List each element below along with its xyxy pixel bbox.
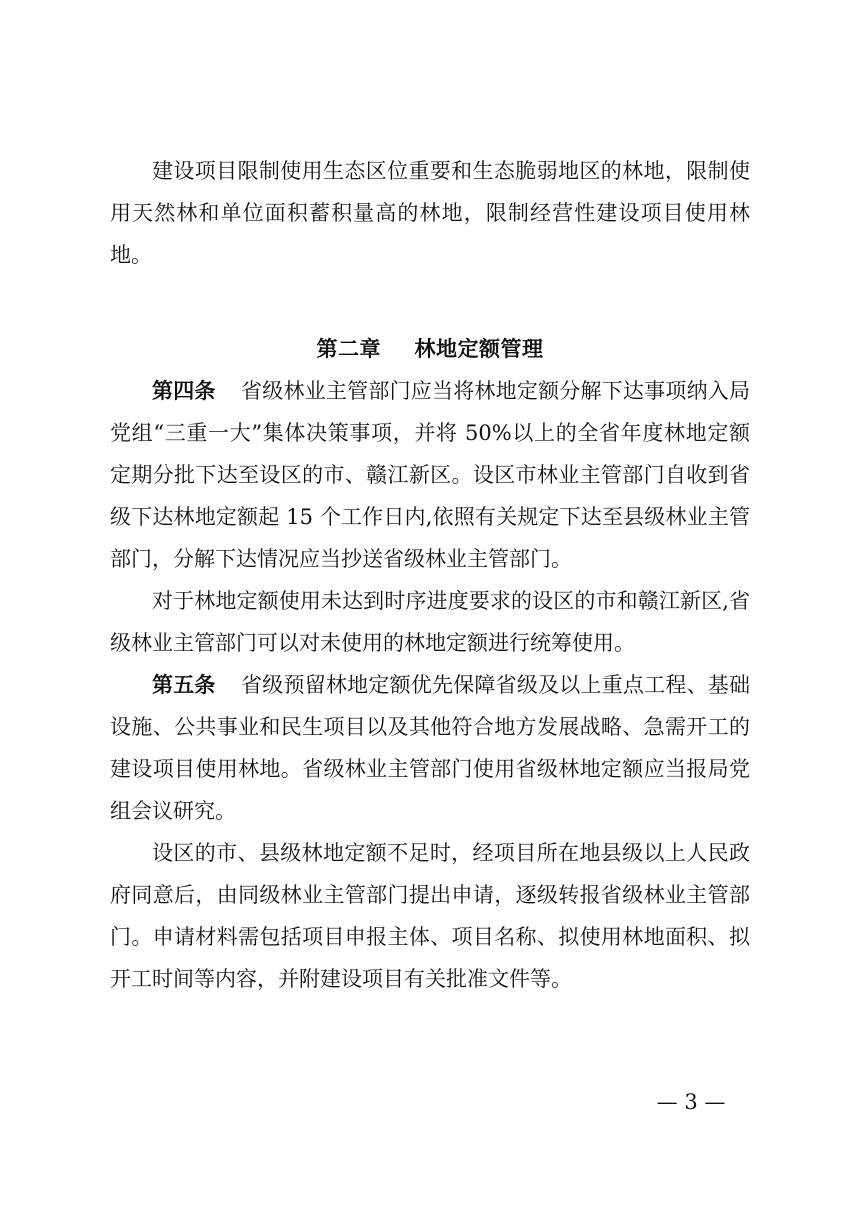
intro-paragraph: 建设项目限制使用生态区位重要和生态脆弱地区的林地，限制使用天然林和单位面积蓄积量高的林地，限制经营性建设项目使用林地。 xyxy=(110,159,750,267)
page-number: — 3 — xyxy=(656,1090,726,1114)
document-page xyxy=(110,150,750,1000)
article-five-label: 第五条 xyxy=(152,672,216,697)
article-four-text: 省级林业主管部门应当将林地定额分解下达事项纳入局党组“三重一大”集体决策事项，并将 50%以上的全省年度林地定额定期分批下达至设区的市、赣江新区。设区市林业主管部门自收到省级下达林地定额起 15 个工作日内,依照有关规定下达至县级林业主管部门，分解下达情况应当抄送省级林业主管部门。 xyxy=(110,379,751,571)
article-four-paragraph xyxy=(110,370,750,580)
article-five-paragraph xyxy=(110,664,750,832)
article-four-label: 第四条 xyxy=(152,378,216,403)
chapter-number: 第二章 xyxy=(316,336,381,361)
article-five-supplement-paragraph: 设区的市、县级林地定额不足时，经项目所在地县级以上人民政府同意后，由同级林业主管部门提出申请，逐级转报省级林业主管部门。申请材料需包括项目申报主体、项目名称、拟使用林地面积、拟开工时间等内容，并附建设项目有关批准文件等。 xyxy=(110,841,750,991)
paragraph-gap xyxy=(110,276,750,328)
chapter-heading xyxy=(110,328,750,370)
chapter-title: 林地定额管理 xyxy=(414,336,544,361)
article-four-supplement-paragraph: 对于林地定额使用未达到时序进度要求的设区的市和赣江新区,省级林业主管部门可以对未使用的林地定额进行统筹使用。 xyxy=(110,589,750,655)
article-five-text: 省级预留林地定额优先保障省级及以上重点工程、基础设施、公共事业和民生项目以及其他符合地方发展战略、急需开工的建设项目使用林地。省级林业主管部门使用省级林地定额应当报局党组会议研究。 xyxy=(110,673,751,823)
